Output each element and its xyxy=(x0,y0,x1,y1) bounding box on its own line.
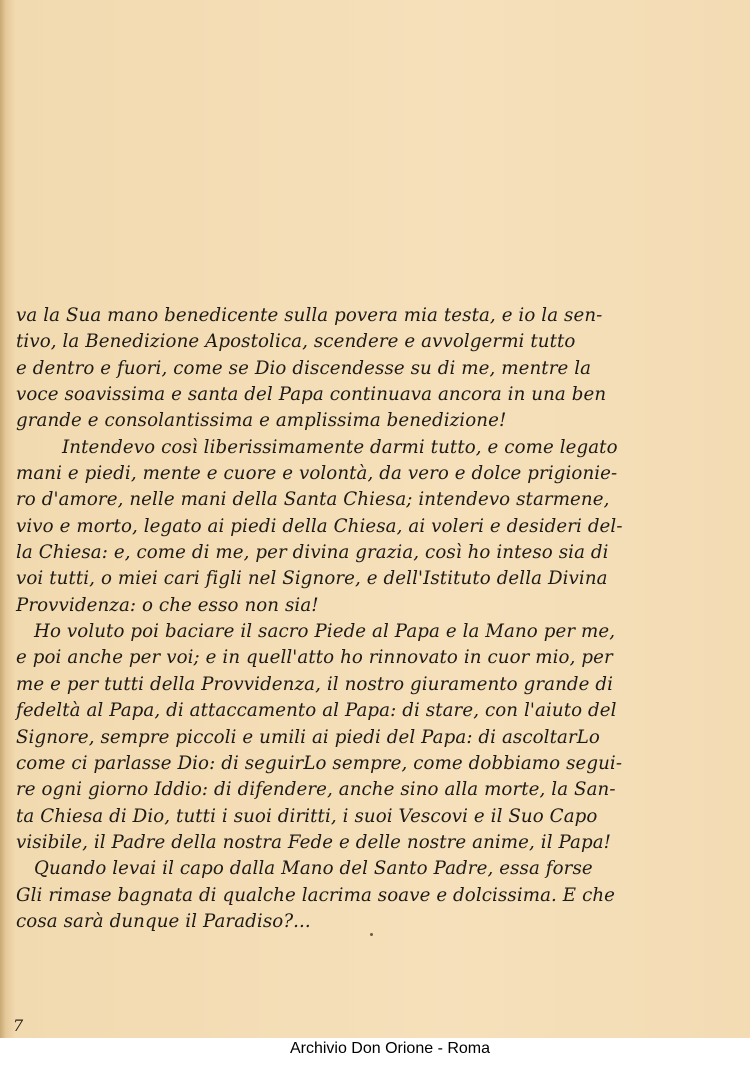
text-line: re ogni giorno Iddio: di difendere, anche sino alla morte, la San- xyxy=(16,779,616,801)
text-line: Ho voluto poi baciare il sacro Piede al Papa e la Mano per me, xyxy=(34,621,616,643)
text-line: vivo e morto, legato ai piedi della Chiesa, ai voleri e desideri del- xyxy=(16,515,623,537)
text-line: Provvidenza: o che esso non sia! xyxy=(16,594,319,616)
text-line: Quando levai il capo dalla Mano del Santo Padre, essa forse xyxy=(34,858,593,880)
text-line: Intendevo così liberissimamente darmi tutto, e come legato xyxy=(62,436,618,458)
archive-footer: Archivio Don Orione - Roma xyxy=(289,1040,491,1057)
text-line: Gli rimase bagnata di qualche lacrima soave e dolcissima. E che xyxy=(16,884,616,906)
text-line: ro d'amore, nelle mani della Santa Chiesa; intendevo starmene, xyxy=(16,489,610,511)
text-line: la Chiesa: e, come di me, per divina grazia, così ho inteso sia di xyxy=(16,542,609,564)
body-text xyxy=(16,303,660,935)
text-line: e dentro e fuori, come se Dio discendesse su di me, mentre la xyxy=(16,357,592,379)
text-line: me e per tutti della Provvidenza, il nostro giuramento grande di xyxy=(16,673,614,695)
text-line: Signore, sempre piccoli e umili ai piedi del Papa: di ascoltarLo xyxy=(16,726,600,748)
text-line: come ci parlasse Dio: di seguirLo sempre, come dobbiamo segui- xyxy=(16,752,623,774)
text-line: grande e consolantissima e amplissima benedizione! xyxy=(16,410,507,432)
text-line: voce soavissima e santa del Papa continuava ancora in una ben xyxy=(16,384,607,406)
text-line: fedeltà al Papa, di attaccamento al Papa: di stare, con l'aiuto del xyxy=(16,700,617,722)
text-line: tivo, la Benedizione Apostolica, scendere e avvolgermi tutto xyxy=(16,331,576,353)
text-line: va la Sua mano benedicente sulla povera mia testa, e io la sen- xyxy=(16,305,603,326)
text-line: voi tutti, o miei cari figli nel Signore, e dell'Istituto della Divina xyxy=(16,568,608,590)
page-number: 7 xyxy=(13,1016,24,1035)
text-line: cosa sarà dunque il Paradiso?... xyxy=(16,910,311,932)
text-line: mani e piedi, mente e cuore e volontà, da vero e dolce prigionie- xyxy=(16,463,618,485)
text-line: e poi anche per voi; e in quell'atto ho rinnovato in cuor mio, per xyxy=(16,647,613,669)
text-line: ta Chiesa di Dio, tutti i suoi diritti, i suoi Vescovi e il Suo Capo xyxy=(16,805,598,827)
text-line: visibile, il Padre della nostra Fede e delle nostre anime, il Papa! xyxy=(16,831,612,853)
ink-speck xyxy=(370,933,373,936)
